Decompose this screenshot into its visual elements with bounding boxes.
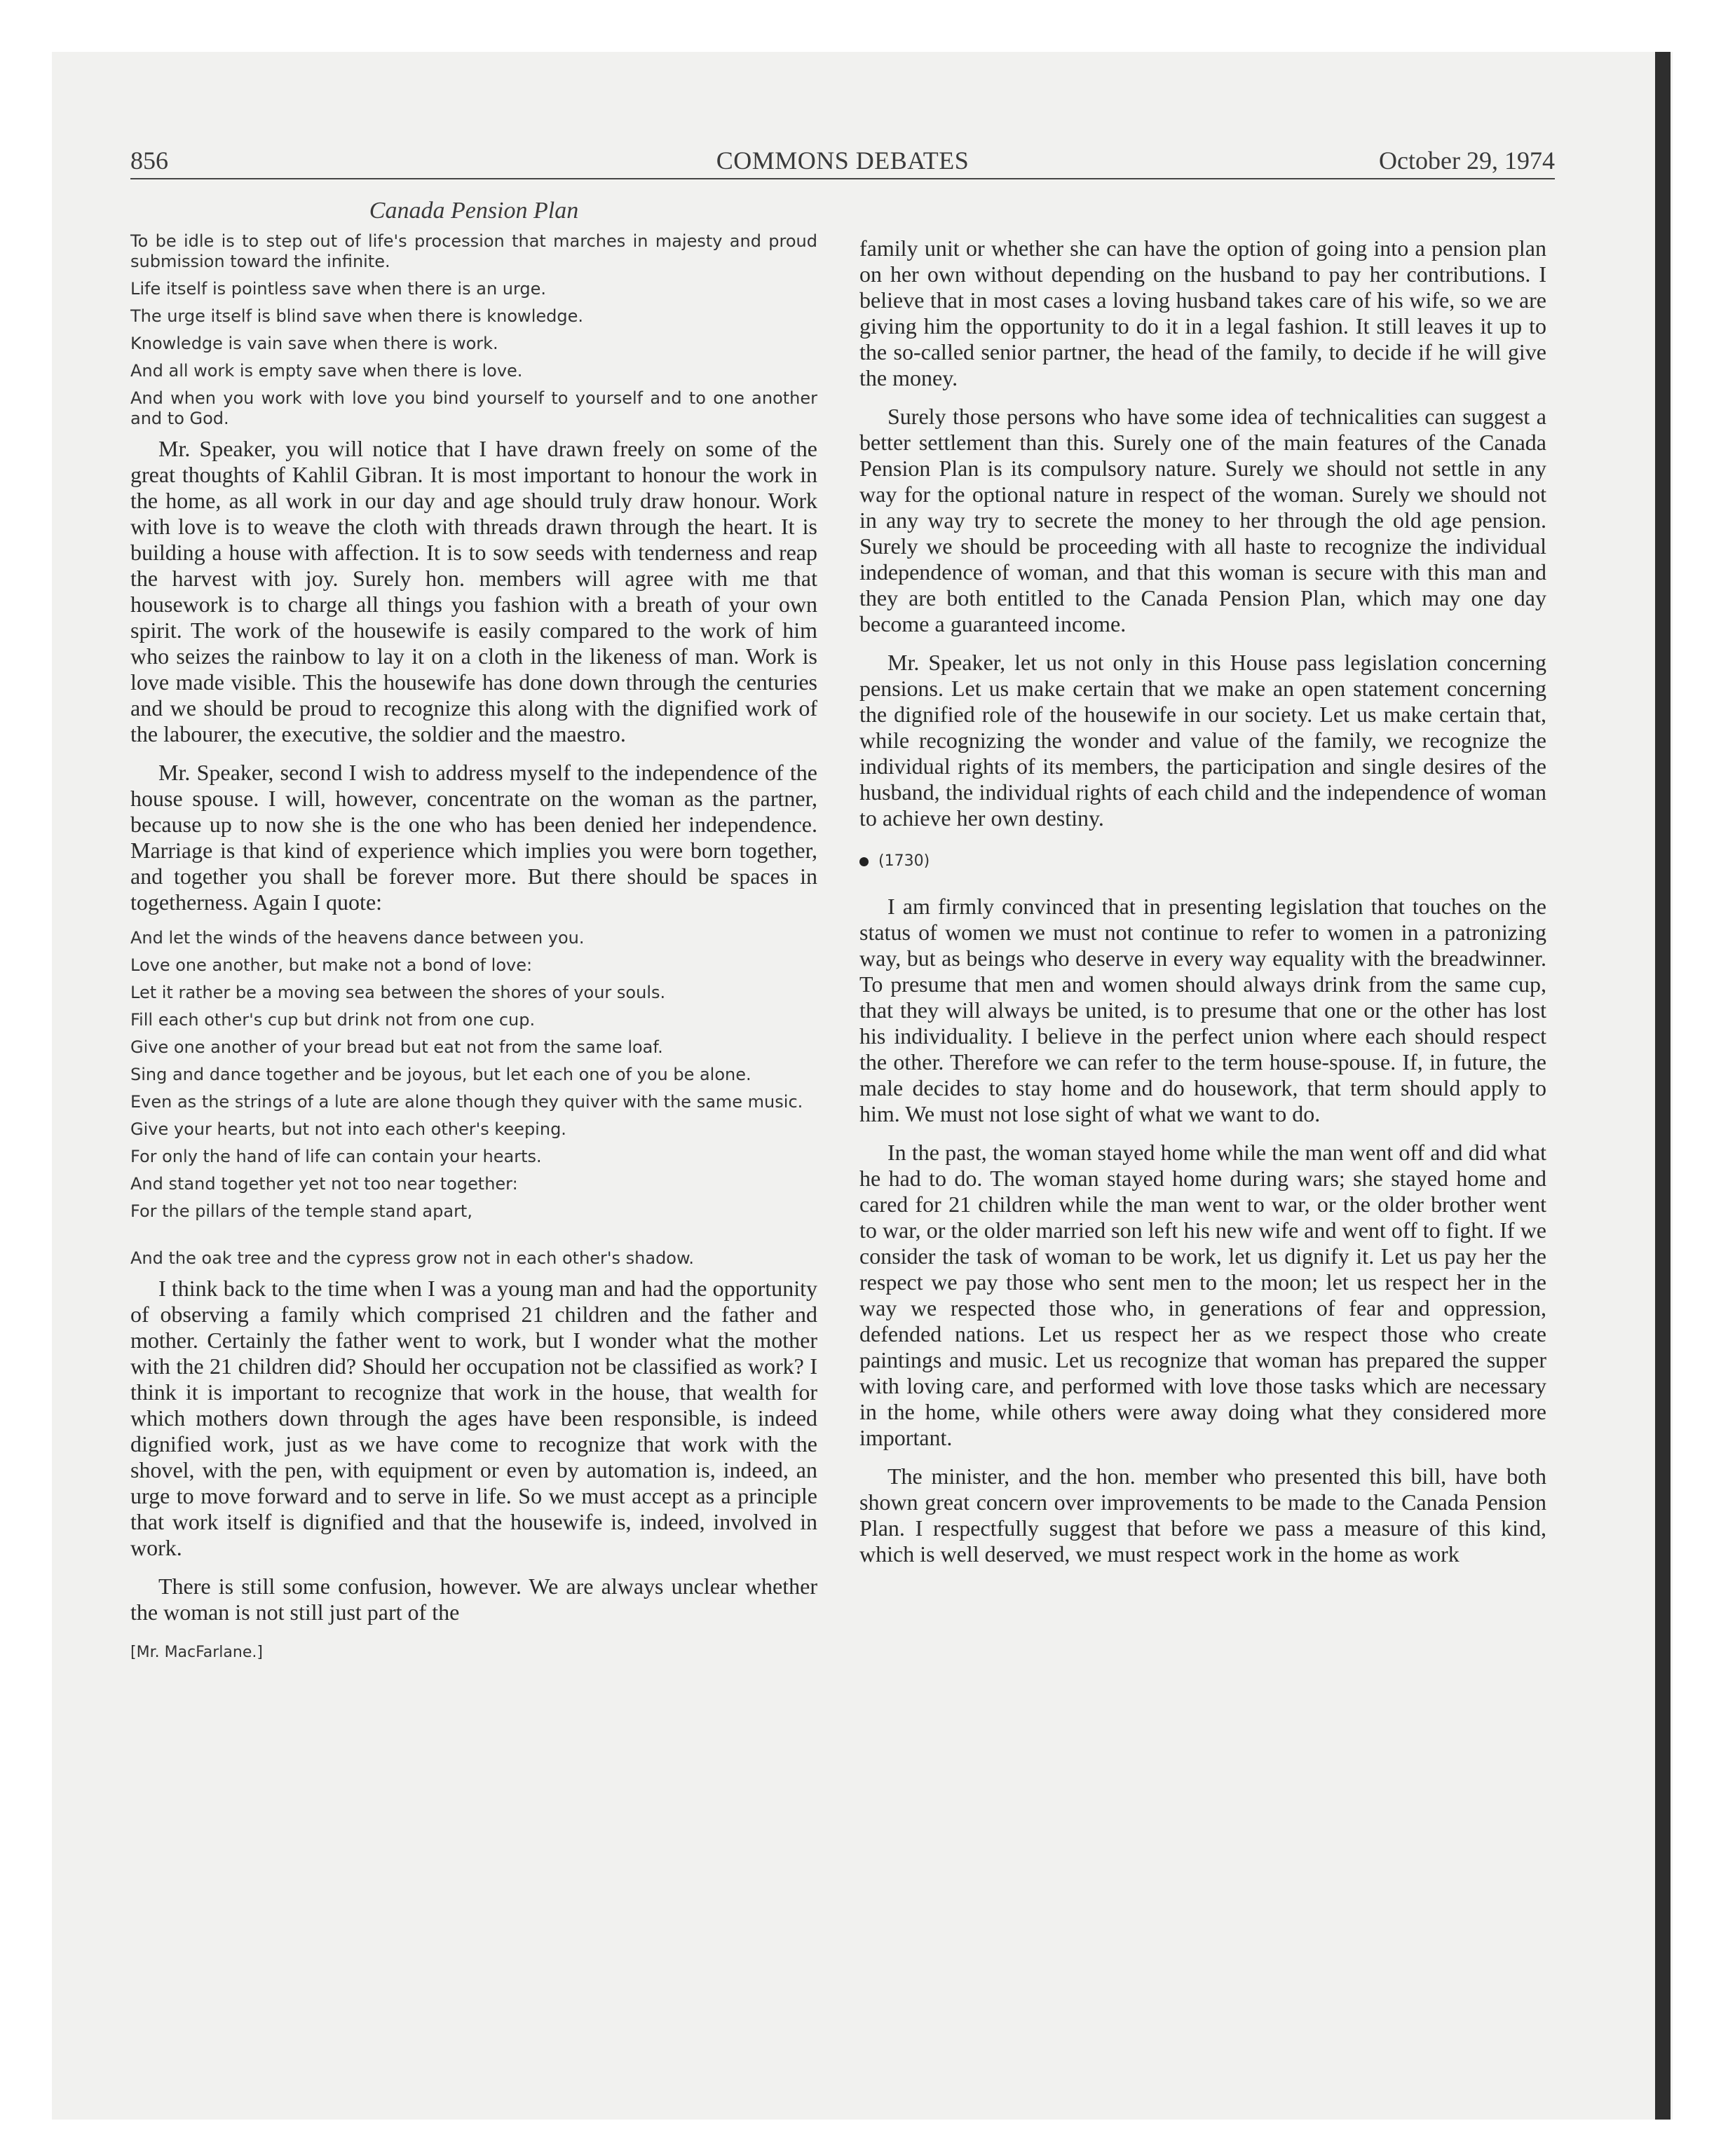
paragraph: Surely those persons who have some idea of technicalities can suggest a better settlement than this. Surely one of the main features of the Canada Pension Plan is its compulsory nature. Surely we should not settle in any way for the optional nature in respect of the woman. Surely we should not in any way try to secrete the money to her through the old age pension. Surely we should be proceeding with all haste to recognize the individual independence of woman, and that this woman is secure with this man and they are both entitled to the Canada Pension Plan, which may one day become a guaranteed income.	[859, 404, 1546, 636]
quote-line: To be idle is to step out of life's procession that marches in majesty and proud submission toward the infinite.	[130, 231, 817, 271]
quote-line: And stand together yet not too near together:	[130, 1174, 518, 1194]
scan-edge-shadow	[1655, 52, 1671, 2120]
quote-line: Life itself is pointless save when there is an urge.	[130, 279, 547, 299]
paragraph: Mr. Speaker, let us not only in this House pass legislation concerning pensions. Let us make certain that we make an open statement concerning the dignified role of the housewife in our society. Let us make certain that, while recognizing the wonder and value of the family, we recognize the individual rights of its members, the participation and single desires of the husband, the individual rights of each child and the independence of woman to achieve her own destiny.	[859, 650, 1546, 831]
quote-line: For only the hand of life can contain your hearts.	[130, 1147, 542, 1166]
speaker-attribution: [Mr. MacFarlane.]	[130, 1644, 263, 1661]
time-marker-text: (1730)	[878, 852, 930, 870]
paragraph: There is still some confusion, however. We are always unclear whether the woman is not still just part of the	[130, 1574, 817, 1625]
left-column	[130, 198, 817, 1661]
header-date: October 29, 1974	[1379, 146, 1555, 175]
paragraph: The minister, and the hon. member who presented this bill, have both shown great concern over improvements to be made to the Canada Pension Plan. I respectfully suggest that before we pass a measure of this kind, which is well deserved, we must respect work in the home as work	[859, 1464, 1546, 1567]
time-marker	[859, 852, 1546, 870]
quote-line: Fill each other's cup but drink not from one cup.	[130, 1010, 536, 1030]
quote-gap	[130, 1229, 817, 1248]
right-column	[859, 236, 1546, 1580]
paragraph: family unit or whether she can have the option of going into a pension plan on her own without depending on the husband to pay her contributions. I believe that in most cases a loving husband takes care of his wife, so we are giving him the opportunity to do it in a legal fashion. It still leaves it up to the so-called senior partner, the head of the family, to decide if he will give the money.	[859, 236, 1546, 390]
quote-line: The urge itself is blind save when there is knowledge.	[130, 306, 583, 326]
quote-line: Love one another, but make not a bond of love:	[130, 955, 533, 975]
publication-title: COMMONS DEBATES	[716, 146, 969, 175]
paragraph: I am firmly convinced that in presenting legislation that touches on the status of women we must not continue to refer to women in a patronizing way, but as beings who deserve in every way equality with the breadwinner. To presume that men and women should always drink from the same cup, that they will always be united, is to presume that one or the other has lost his individuality. I believe in the perfect union where each should respect the other. Therefore we can refer to the term house-spouse. If, in future, the male decides to stay home and do housework, that term should apply to him. We must not lose sight of what we want to do.	[859, 894, 1546, 1126]
quote-line: And when you work with love you bind yourself to yourself and to one another and to God.	[130, 388, 817, 428]
paragraph: Mr. Speaker, second I wish to address myself to the independence of the house spouse. I will, however, concentrate on the woman as the partner, because up to now she is the one who has been denied her independence. Marriage is that kind of experience which implies you were born together, and together you shall be forever more. But there should be spaces in togetherness. Again I quote:	[130, 760, 817, 915]
quote-line: Even as the strings of a lute are alone though they quiver with the same music.	[130, 1092, 803, 1112]
quote-line: Sing and dance together and be joyous, but let each one of you be alone.	[130, 1065, 751, 1084]
page-header	[130, 146, 1555, 179]
quote-line: Let it rather be a moving sea between the shores of your souls.	[130, 983, 666, 1002]
page-number: 856	[130, 146, 168, 175]
quote-line: Knowledge is vain save when there is work.	[130, 334, 498, 353]
quote-line: Give one another of your bread but eat not from the same loaf.	[130, 1037, 663, 1057]
quote-line: And all work is empty save when there is love.	[130, 361, 523, 381]
paragraph: Mr. Speaker, you will notice that I have drawn freely on some of the great thoughts of Kahlil Gibran. It is most important to honour the work in the home, as all work in our day and age should truly draw honour. Work with love is to weave the cloth with threads drawn through the heart. It is building a house with affection. It is to sow seeds with tenderness and reap the harvest with joy. Surely hon. members will agree with me that housework is to charge all things you fashion with a breath of your own spirit. The work of the housewife is easily compared to the work of him who seizes the rainbow to lay it on a cloth in the likeness of man. Work is love made visible. This the housewife has done down through the centuries and we should be proud to recognize this along with the dignified work of the labourer, the executive, the soldier and the maestro.	[130, 436, 817, 746]
quote-line: And the oak tree and the cypress grow not in each other's shadow.	[130, 1248, 695, 1268]
bullet-icon	[859, 857, 869, 866]
paragraph: In the past, the woman stayed home while the man went off and did what he had to do. The woman stayed home during wars; she stayed home and cared for 21 children while the man went to war, or the older brother went to war, or the older married son left his new wife and went off to fight. If we consider the task of woman to be work, let us dignify it. Let us pay her the respect we pay those who sent men to the moon; let us respect her in the way we respected those who, in generations of fear and oppression, defended nations. Let us respect her as we respect those who create paintings and music. Let us recognize that woman has prepared the supper with loving care, and performed with love those tasks which are necessary in the home, while others were away doing what they considered more important.	[859, 1140, 1546, 1450]
quote-line: For the pillars of the temple stand apart,	[130, 1201, 472, 1221]
section-title: Canada Pension Plan	[369, 198, 579, 224]
paragraph: I think back to the time when I was a young man and had the opportunity of observing a family which comprised 21 children and the father and mother. Certainly the father went to work, but I wonder what the mother with the 21 children did? Should her occupation not be classified as work? I think it is important to recognize that work in the house, that wealth for which mothers down through the ages have been responsible, is indeed dignified work, just as we have come to recognize that work with the shovel, with the pen, with equipment or even by automation is, indeed, an urge to move forward and to serve in life. So we must accept as a principle that work itself is dignified and that the housewife is, indeed, involved in work.	[130, 1276, 817, 1560]
quote-line: And let the winds of the heavens dance between you.	[130, 928, 585, 948]
quote-line: Give your hearts, but not into each other's keeping.	[130, 1119, 566, 1139]
